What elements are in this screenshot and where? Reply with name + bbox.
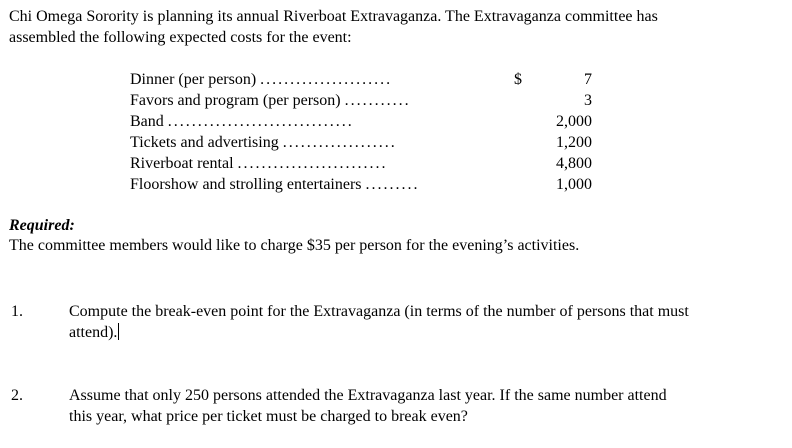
cost-label xyxy=(130,174,485,195)
question-2-text[interactable] xyxy=(69,385,787,427)
cost-label-text: Riverboat rental xyxy=(130,155,234,172)
question-line: Compute the break-even point for the Extravaganza (in terms of the number of persons that must xyxy=(69,303,689,320)
cost-label-text: Tickets and advertising xyxy=(130,134,279,151)
currency-symbol: $ xyxy=(514,71,522,88)
intro-paragraph xyxy=(9,6,784,48)
question-line: attend). xyxy=(69,324,118,341)
cost-label xyxy=(130,90,485,111)
cost-amount: 1,000 xyxy=(556,176,592,193)
cost-label-text: Floorshow and strolling entertainers xyxy=(130,176,362,193)
question-number: 2. xyxy=(11,387,23,404)
leader-dots: ............................... xyxy=(167,113,354,130)
cost-label xyxy=(130,111,485,132)
cost-amount: 3 xyxy=(584,92,592,109)
leader-dots: ......................... xyxy=(237,155,388,172)
cost-amount: 2,000 xyxy=(556,113,592,130)
leader-dots: ................... xyxy=(282,134,397,151)
intro-line-1: Chi Omega Sorority is planning its annual Riverboat Extravaganza. The Extravaganza committee has xyxy=(9,8,658,25)
intro-line-2: assembled the following expected costs for the event: xyxy=(9,29,352,46)
leader-dots: ...................... xyxy=(260,71,393,88)
question-line: this year, what price per ticket must be charged to break even? xyxy=(69,408,468,425)
cost-label-text: Favors and program (per person) xyxy=(130,92,341,109)
leader-dots: ......... xyxy=(365,176,420,193)
text-cursor xyxy=(118,323,119,340)
required-heading: Required: xyxy=(9,217,75,234)
question-line-with-cursor xyxy=(69,322,787,343)
cost-label-text: Dinner (per person) xyxy=(130,71,257,88)
cost-label xyxy=(130,153,485,174)
question-1-text[interactable] xyxy=(69,301,787,343)
cost-amount: 4,800 xyxy=(556,155,592,172)
cost-label-text: Band xyxy=(130,113,164,130)
cost-label xyxy=(130,132,485,153)
question-number: 1. xyxy=(11,303,23,320)
cost-amount: 7 xyxy=(584,71,592,88)
cost-amount: 1,200 xyxy=(556,134,592,151)
question-line: Assume that only 250 persons attended the Extravaganza last year. If the same number attend xyxy=(69,387,667,404)
cost-label xyxy=(130,69,485,90)
required-text: The committee members would like to charge $35 per person for the evening’s activities. xyxy=(9,237,580,254)
leader-dots: ........... xyxy=(344,92,411,109)
